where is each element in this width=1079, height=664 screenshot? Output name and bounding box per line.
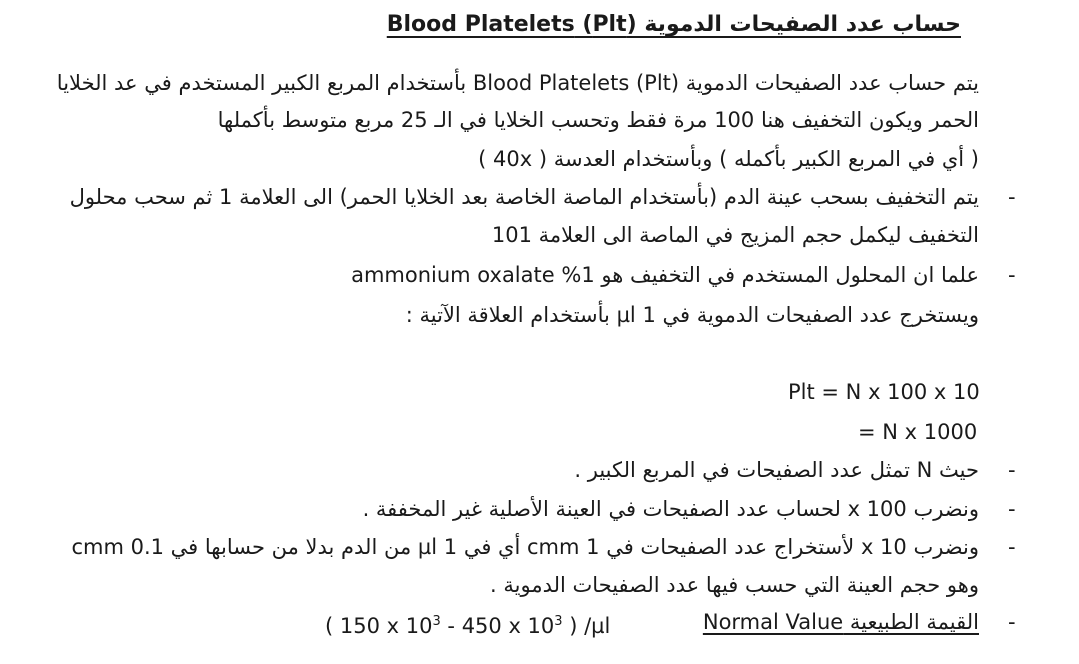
bullet-dash: - [1008, 263, 1016, 287]
bullet-dash: - [1008, 497, 1016, 521]
bullet-dash: - [1008, 535, 1016, 559]
normal-value-range: ( 150 x $10^3 - 450$ x $10^3$ ) /µl [325, 614, 611, 638]
page-title: حساب عدد الصفيحات الدموية (Plt) Blood Platelets [386, 12, 961, 37]
bullet-dash: - [1008, 610, 1016, 634]
range-low-exp: 3 [432, 614, 441, 629]
formula-line-2: = N x 1000 [858, 420, 978, 444]
formula-line-1: Plt = N x 100 x 10 [788, 380, 980, 404]
range-high: 450 x 10 [461, 614, 555, 638]
range-high-exp: 3 [554, 614, 563, 629]
dilution-line-1: يتم التخفيف بسحب عينة الدم (بأستخدام الماصة الخاصة بعد الخلايا الحمر) الى العلامة 1 ثم سحب محلول [69, 185, 979, 209]
range-low: 150 x 10 [339, 614, 433, 638]
note-100: ونضرب x 100 لحساب عدد الصفيحات في العينة الأصلية غير المخففة . [362, 497, 979, 521]
note-10-cont: وهو حجم العينة التي حسب فيها عدد الصفيحات الدموية . [490, 573, 979, 597]
note-n: حيث N تمثل عدد الصفيحات في المربع الكبير . [574, 458, 979, 482]
note-10: ونضرب x 10 لأستخراج عدد الصفيحات في 1 cmm أي في 1 µl من الدم بدلا من حسابها في 0.1 cmm [71, 535, 979, 559]
intro-line-2: الحمر ويكون التخفيف هنا 100 مرة فقط وتحسب الخلايا في الـ 25 مربع متوسط بأكملها [217, 108, 979, 132]
dilution-line-2: التخفيف ليكمل حجم المزيج في الماصة الى العلامة 101 [491, 223, 979, 247]
solution-line-2: ويستخرج عدد الصفيحات الدموية في 1 µl بأستخدام العلاقة الآتية : [405, 303, 979, 327]
intro-line-1: يتم حساب عدد الصفيحات الدموية (Plt) Blood Platelets بأستخدام المربع الكبير المستخدم في عد الخلايا [56, 71, 979, 95]
range-unit: /µl [584, 614, 611, 638]
bullet-dash: - [1008, 458, 1016, 482]
solution-line-1: علما ان المحلول المستخدم في التخفيف هو 1% ammonium oxalate [351, 263, 979, 287]
intro-line-3: ( أي في المربع الكبير بأكمله ) وبأستخدام العدسة ( 40x ) [478, 147, 979, 171]
bullet-dash: - [1008, 185, 1016, 209]
normal-value-label: القيمة الطبيعية Normal Value [702, 610, 979, 634]
